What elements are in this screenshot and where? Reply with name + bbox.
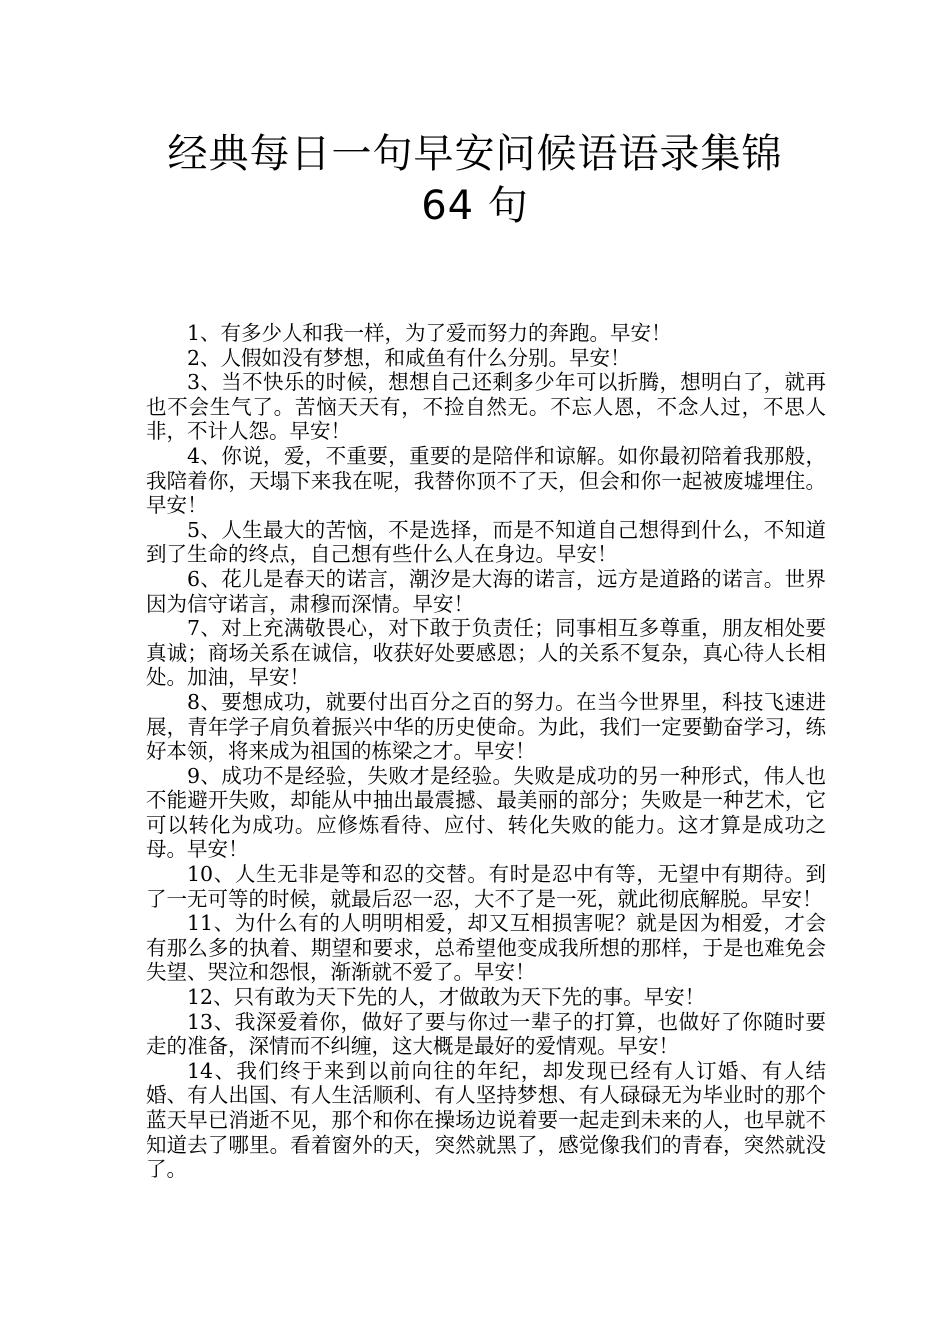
paragraph-8: 8、要想成功，就要付出百分之百的努力。在当今世界里，科技飞速进展，青年学子肩负着振兴中华的历史使命。为此，我们一定要勤奋学习，练好本领，将来成为祖国的栋梁之才。早安！ [146, 689, 826, 764]
paragraph-14: 14、我们终于来到以前向往的年纪，却发现已经有人订婚、有人结婚、有人出国、有人生活顺利、有人坚持梦想、有人碌碌无为毕业时的那个蓝天早已消逝不见，那个和你在操场边说着要一起走到未来的人，也早就不知道去了哪里。看着窗外的天，突然就黑了，感觉像我们的青春，突然就没了。 [146, 1058, 826, 1182]
paragraph-7: 7、对上充满敬畏心，对下敢于负责任；同事相互多尊重，朋友相处要真诚；商场关系在诚信，收获好处要感恩；人的关系不复杂，真心待人长相处。加油，早安！ [146, 616, 826, 690]
paragraph-4: 4、你说，爱，不重要，重要的是陪伴和谅解。如你最初陪着我那般，我陪着你，天塌下来我在呢，我替你顶不了天，但会和你一起被废墟埋住。早安！ [146, 443, 826, 518]
document-body [146, 321, 826, 1182]
paragraph-13: 13、我深爱着你，做好了要与你过一辈子的打算，也做好了你随时要走的准备，深情而不纠缠，这大概是最好的爱情观。早安！ [146, 1009, 826, 1059]
paragraph-11: 11、为什么有的人明明相爱，却又互相损害呢？就是因为相爱，才会有那么多的执着、期望和要求，总希望他变成我所想的那样，于是也难免会失望、哭泣和怨恨，渐渐就不爱了。早安！ [146, 911, 826, 985]
paragraph-2: 2、人假如没有梦想，和咸鱼有什么分别。早安！ [187, 345, 631, 370]
paragraph-3: 3、当不快乐的时候，想想自己还剩多少年可以折腾，想明白了，就再也不会生气了。苦恼天天有，不捡自然无。不忘人恩，不念人过，不思人非，不计人怨。早安！ [146, 370, 826, 444]
paragraph-9: 9、成功不是经验，失败才是经验。失败是成功的另一种形式，伟人也不能避开失败，却能从中抽出最震撼、最美丽的部分；失败是一种艺术，它可以转化为成功。应修炼看待、应付、转化失败的能力。这才算是成功之母。早安！ [146, 763, 826, 862]
paragraph-6: 6、花儿是春天的诺言，潮汐是大海的诺言，远方是道路的诺言。世界因为信守诺言，肃穆而深情。早安！ [146, 566, 826, 616]
paragraph-5: 5、人生最大的苦恼，不是选择，而是不知道自己想得到什么，不知道到了生命的终点，自己想有些什么人在身边。早安！ [146, 517, 826, 567]
paragraph-12: 12、只有敢为天下先的人，才做敢为天下先的事。早安！ [187, 985, 706, 1010]
paragraph-10: 10、人生无非是等和忍的交替。有时是忍中有等，无望中有期待。到了一无可等的时候，就最后忍一忍，大不了是一死，就此彻底解脱。早安！ [146, 862, 826, 911]
page-title: 经典每日一句早安问候语语录集锦 64 句 [167, 131, 783, 229]
paragraph-1: 1、有多少人和我一样，为了爱而努力的奔跑。早安！ [187, 321, 672, 345]
